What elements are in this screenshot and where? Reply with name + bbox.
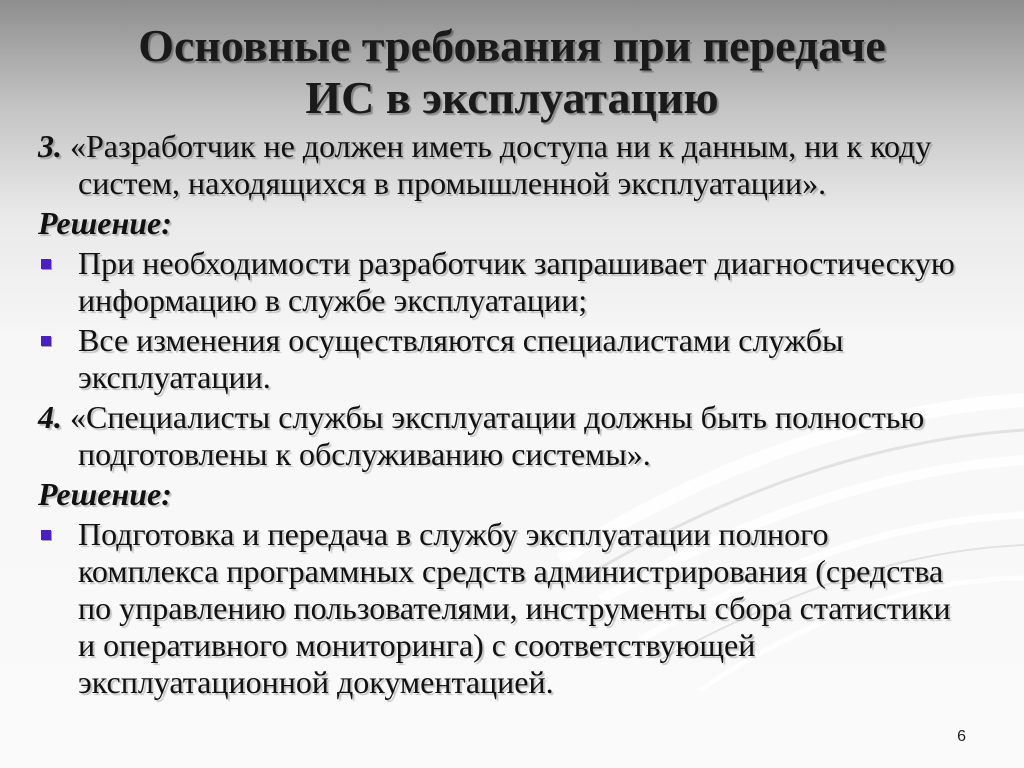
square-bullet-icon bbox=[41, 530, 51, 540]
square-bullet-icon bbox=[41, 336, 51, 346]
requirement-number: 3. bbox=[38, 128, 62, 164]
bullet-text: Все изменения осуществляются специалистами службы эксплуатации. bbox=[78, 322, 844, 395]
square-bullet-icon bbox=[41, 259, 51, 269]
requirement-number: 4. bbox=[38, 399, 62, 435]
title-line-2: ИС в эксплуатацию bbox=[305, 72, 719, 123]
requirement-text: «Специалисты службы эксплуатации должны быть полностью подготовлены к обслуживанию системы». bbox=[70, 399, 925, 472]
bullet-item bbox=[38, 245, 968, 319]
solution-heading: Решение: bbox=[38, 205, 172, 241]
bullet-item bbox=[38, 516, 968, 701]
bullet-text: Подготовка и передача в службу эксплуатации полного комплекса программных средств администрирования (средства по управлению пользователями, инструменты сбора статистики и оперативного мониторинга) с соответствующей эксплуатационной документацией. bbox=[78, 516, 951, 700]
slide-title bbox=[0, 20, 1024, 124]
requirement-3 bbox=[38, 128, 968, 202]
requirement-text: «Разработчик не должен иметь доступа ни к данным, ни к коду систем, находящихся в промышленной эксплуатации». bbox=[70, 128, 932, 201]
title-line-1: Основные требования при передаче bbox=[138, 20, 886, 71]
requirement-4 bbox=[38, 399, 968, 473]
slide-body bbox=[38, 128, 968, 704]
bullet-item bbox=[38, 322, 968, 396]
bullet-text: При необходимости разработчик запрашивает диагностическую информацию в службе эксплуатации; bbox=[78, 245, 955, 318]
solution-heading: Решение: bbox=[38, 476, 172, 512]
page-number: 6 bbox=[957, 728, 966, 745]
